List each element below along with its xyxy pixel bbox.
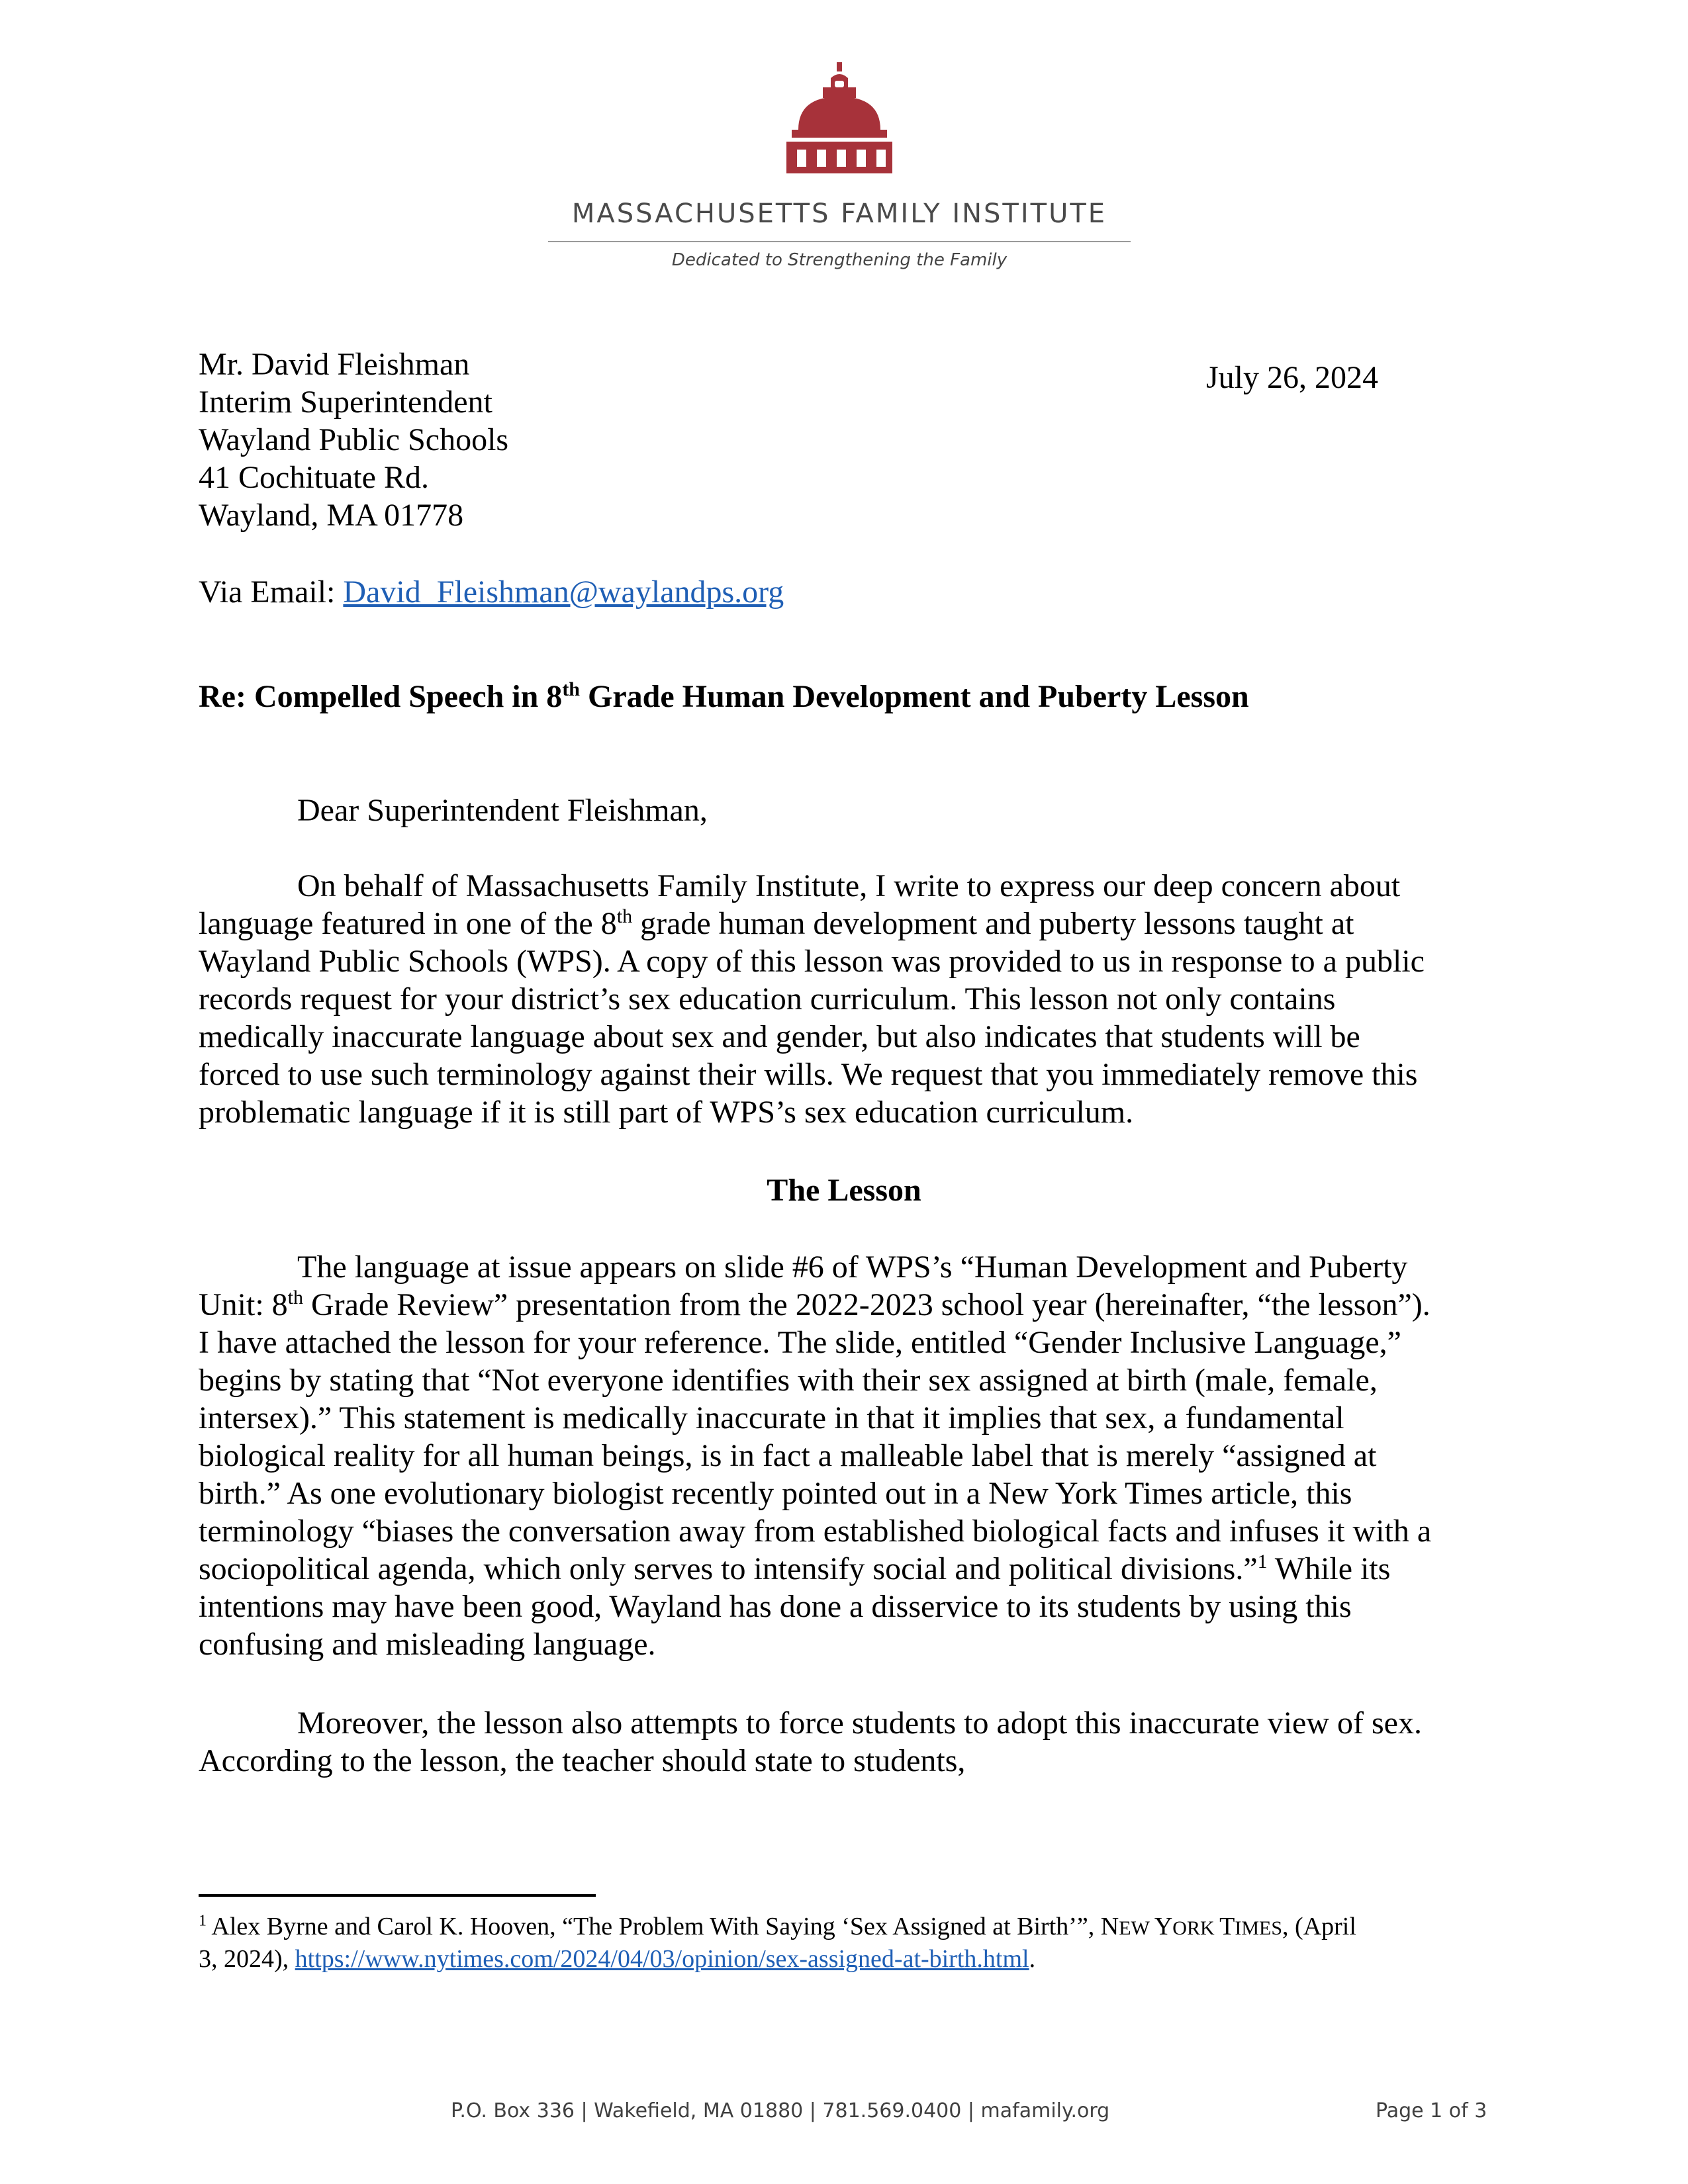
- footnote-marker: 1: [1257, 1551, 1268, 1572]
- letterhead: [535, 58, 1144, 277]
- salutation: Dear Superintendent Fleishman,: [297, 793, 708, 828]
- org-name: MASSACHUSETTS FAMILY INSTITUTE: [571, 199, 1107, 229]
- paragraph-line: According to the lesson, the teacher should state to students,: [199, 1743, 966, 1778]
- letterhead-rule: [548, 241, 1131, 242]
- paragraph-line: records request for your district’s sex education curriculum. This lesson not only contains: [199, 981, 1336, 1017]
- paragraph-moreover: [199, 1704, 1489, 1780]
- paragraph-line: medically inaccurate language about sex and gender, but also indicates that students will be: [199, 1019, 1360, 1054]
- footnote-line: [199, 1911, 1356, 1944]
- footnote-line: [199, 1944, 1356, 1974]
- text-run: While its: [1267, 1551, 1391, 1586]
- via-email: [199, 573, 784, 611]
- paragraph-lesson: [199, 1248, 1489, 1663]
- paragraph-line: On behalf of Massachusetts Family Institute, I write to express our deep concern about: [297, 868, 1401, 903]
- paragraph-line: The language at issue appears on slide #6 of WPS’s “Human Development and Puberty: [297, 1250, 1408, 1285]
- paragraph-line: begins by stating that “Not everyone identifies with their sex assigned at birth (male, female,: [199, 1363, 1378, 1398]
- publication-name: T: [1219, 1913, 1235, 1940]
- recipient-line: 41 Cochituate Rd.: [199, 460, 429, 495]
- footnote-url-link[interactable]: https://www.nytimes.com/2024/04/03/opinion/sex-assigned-at-birth.html: [295, 1945, 1029, 1973]
- footnote-text: .: [1029, 1945, 1036, 1973]
- text-run: language featured in one of the 8: [199, 906, 617, 941]
- recipient-line: Mr. David Fleishman: [199, 347, 470, 382]
- subject-prefix: Re: Compelled Speech in 8: [199, 679, 563, 714]
- recipient-line: Wayland Public Schools: [199, 422, 509, 457]
- text-run: grade human development and puberty lessons taught at: [632, 906, 1354, 941]
- paragraph-line: intersex).” This statement is medically inaccurate in that it implies that sex, a fundamental: [199, 1400, 1344, 1435]
- section-heading: The Lesson: [767, 1173, 921, 1208]
- paragraph-line: Moreover, the lesson also attempts to force students to adopt this inaccurate view of sex.: [297, 1706, 1422, 1741]
- paragraph-line: I have attached the lesson for your reference. The slide, entitled “Gender Inclusive Language,”: [199, 1325, 1401, 1360]
- paragraph-line: [199, 905, 1489, 942]
- paragraph-line: Wayland Public Schools (WPS). A copy of this lesson was provided to us in response to a public: [199, 944, 1425, 979]
- footnote-text: , (April: [1282, 1913, 1356, 1940]
- footer-contact: P.O. Box 336 | Wakefield, MA 01880 | 781.569.0400 | mafamily.org: [451, 2099, 1110, 2122]
- footnote-text: Alex Byrne and Carol K. Hooven, “The Problem With Saying ‘Sex Assigned at Birth’”,: [207, 1913, 1101, 1940]
- page-number: Page 1 of 3: [1376, 2099, 1487, 2122]
- paragraph-line: confusing and misleading language.: [199, 1627, 656, 1662]
- paragraph-line: terminology “biases the conversation away from established biological facts and infuses it with a: [199, 1514, 1432, 1549]
- footnote: [199, 1911, 1356, 1974]
- letter-date: July 26, 2024: [1206, 360, 1379, 395]
- publication-name: ORK: [1172, 1917, 1220, 1939]
- paragraph-line: biological reality for all human beings, is in fact a malleable label that is merely “assigned at: [199, 1438, 1377, 1473]
- org-tagline: Dedicated to Strengthening the Family: [671, 250, 1008, 270]
- publication-name: EW: [1119, 1917, 1154, 1939]
- recipient-address: [199, 345, 508, 534]
- recipient-line: Interim Superintendent: [199, 385, 492, 420]
- superscript: th: [287, 1287, 304, 1308]
- publication-name: N: [1100, 1913, 1119, 1940]
- paragraph-line: [199, 1550, 1489, 1588]
- text-run: Grade Review” presentation from the 2022-2023 school year (hereinafter, “the lesson”).: [303, 1287, 1430, 1322]
- publication-name: IMES: [1235, 1917, 1283, 1939]
- publication-name: Y: [1154, 1913, 1173, 1940]
- paragraph-line: intentions may have been good, Wayland has done a disservice to its students by using this: [199, 1589, 1352, 1624]
- paragraph-line: [199, 1286, 1489, 1324]
- footnote-text: 3, 2024),: [199, 1945, 295, 1973]
- recipient-line: Wayland, MA 01778: [199, 498, 464, 533]
- subject-superscript: th: [562, 678, 580, 700]
- subject-line: [199, 678, 1249, 715]
- text-run: Unit: 8: [199, 1287, 288, 1322]
- paragraph-line: forced to use such terminology against their wills. We request that you immediately remove this: [199, 1057, 1418, 1092]
- via-email-label: Via Email:: [199, 574, 344, 610]
- paragraph-intro: [199, 867, 1489, 1131]
- superscript: th: [616, 905, 633, 927]
- footnote-number: 1: [199, 1912, 207, 1930]
- text-run: sociopolitical agenda, which only serves to intensify social and political divisions.”: [199, 1551, 1258, 1586]
- email-link[interactable]: David_Fleishman@waylandps.org: [343, 574, 784, 610]
- footnote-separator: [199, 1894, 596, 1897]
- paragraph-line: birth.” As one evolutionary biologist recently pointed out in a New York Times article, this: [199, 1476, 1352, 1511]
- paragraph-line: problematic language if it is still part of WPS’s sex education curriculum.: [199, 1095, 1134, 1130]
- subject-suffix: Grade Human Development and Puberty Lesson: [580, 679, 1249, 714]
- capitol-dome-logo-icon: [535, 58, 1144, 191]
